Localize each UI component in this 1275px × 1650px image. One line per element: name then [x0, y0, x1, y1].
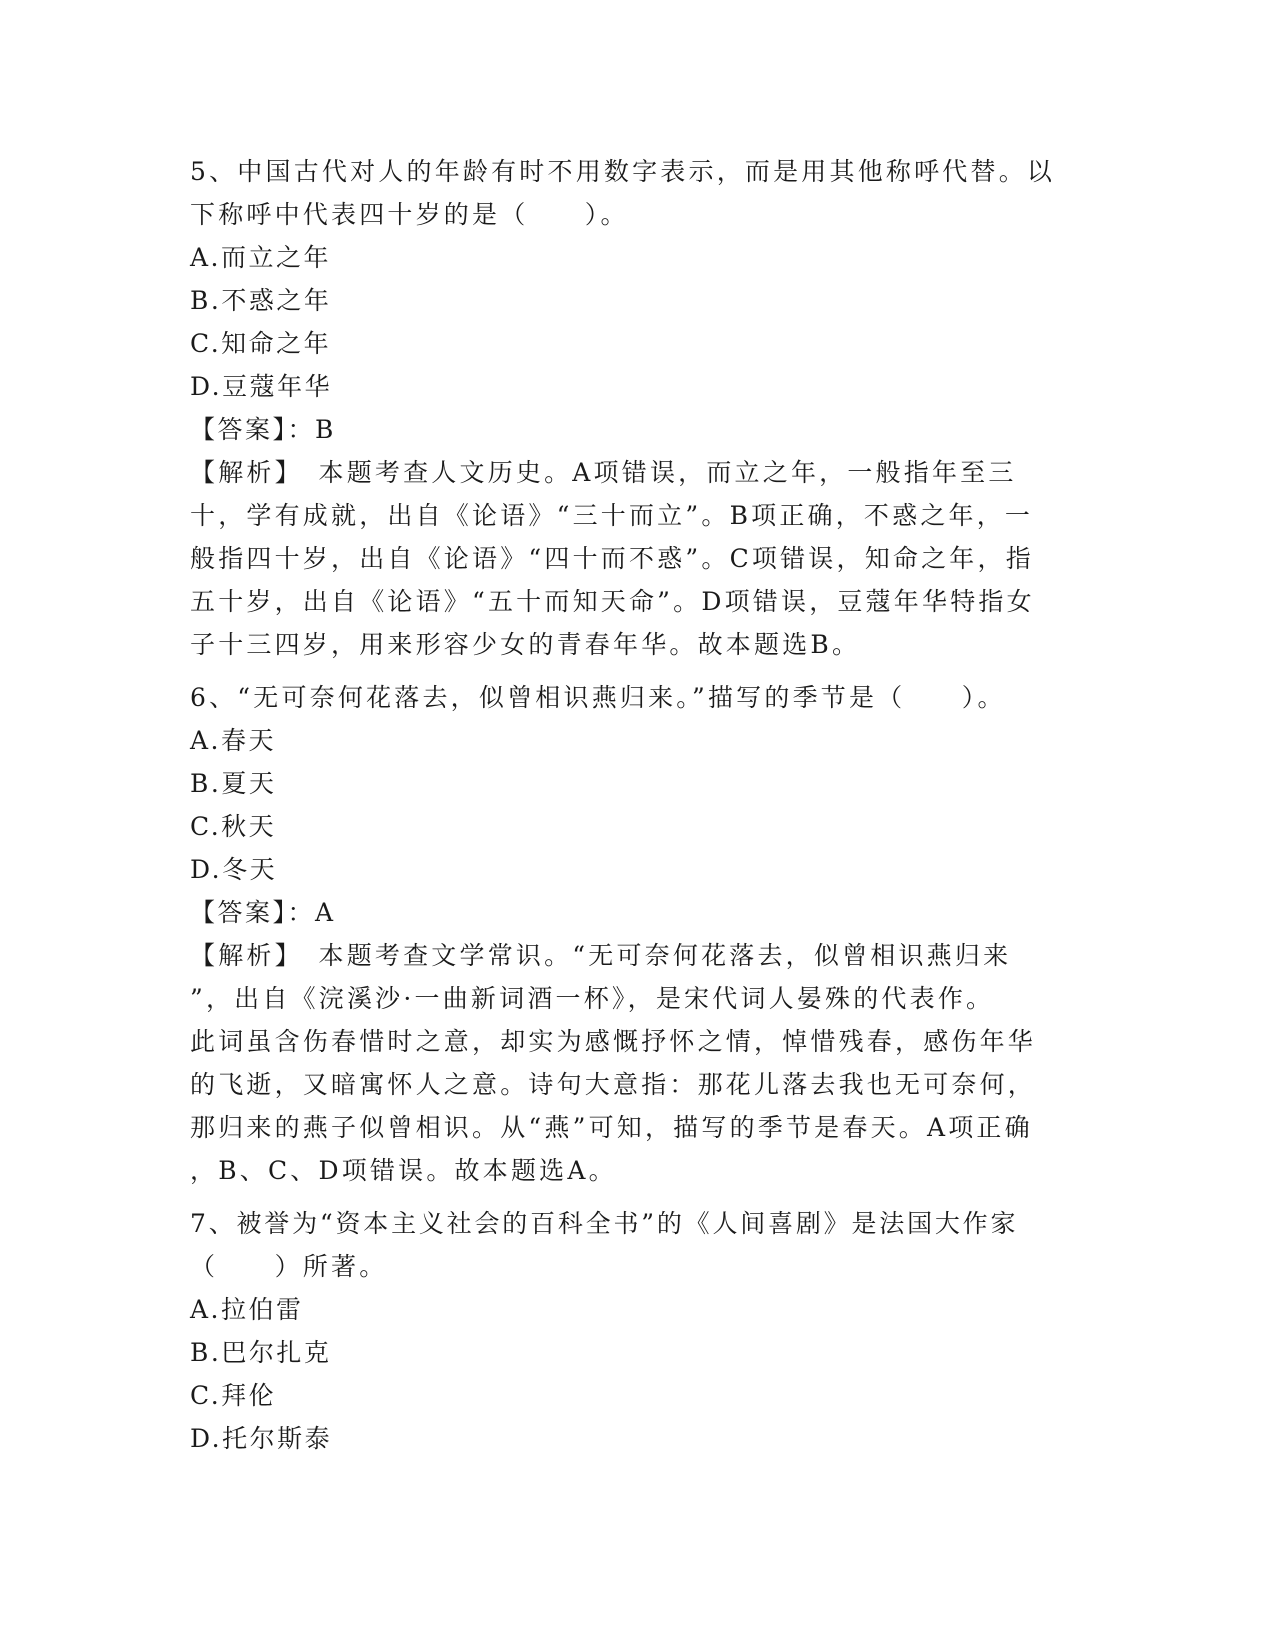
question-5 — [190, 150, 1090, 666]
option-d: D.冬天 — [190, 855, 278, 884]
analysis-line: 【解析】 本题考查文学常识。“无可奈何花落去，似曾相识燕归来 — [190, 941, 1012, 970]
option-a: A.拉伯雷 — [190, 1295, 304, 1324]
stem-line: 7、被誉为“资本主义社会的百科全书”的《人间喜剧》是法国大作家 — [190, 1209, 1019, 1238]
question-stem — [190, 1202, 1090, 1288]
analysis-line: ”，出自《浣溪沙·一曲新词酒一杯》，是宋代词人晏殊的代表作。 — [190, 984, 995, 1013]
question-stem — [190, 676, 1090, 719]
document-page — [190, 150, 1090, 1470]
analysis-line: 此词虽含伤春惜时之意，却实为感慨抒怀之情，悼惜残春，感伤年华 — [190, 1027, 1037, 1056]
option-c: C.拜伦 — [190, 1381, 277, 1410]
option-b: B.夏天 — [190, 769, 277, 798]
analysis-line: 般指四十岁，出自《论语》“四十而不惑”。C项错误，知命之年，指 — [190, 544, 1034, 573]
stem-line: 5、中国古代对人的年龄有时不用数字表示，而是用其他称呼代替。以 — [190, 157, 1056, 186]
analysis — [190, 451, 1090, 666]
stem-line: 下称呼中代表四十岁的是（ ）。 — [190, 200, 629, 229]
stem-line: 6、“无可奈何花落去，似曾相识燕归来。”描写的季节是（ ）。 — [190, 683, 1006, 712]
question-stem — [190, 150, 1090, 236]
analysis-line: 十，学有成就，出自《论语》“三十而立”。B项正确，不惑之年，一 — [190, 501, 1034, 530]
option-a: A.而立之年 — [190, 243, 332, 272]
option-b: B.不惑之年 — [190, 286, 332, 315]
analysis-line: 【解析】 本题考查人文历史。A项错误，而立之年，一般指年至三 — [190, 458, 1017, 487]
question-6 — [190, 676, 1090, 1192]
stem-line: （ ）所著。 — [190, 1252, 388, 1281]
option-a: A.春天 — [190, 726, 277, 755]
analysis-line: 那归来的燕子似曾相识。从“燕”可知，描写的季节是春天。A项正确 — [190, 1113, 1033, 1142]
option-d: D.托尔斯泰 — [190, 1424, 333, 1453]
option-b: B.巴尔扎克 — [190, 1338, 332, 1367]
option-d: D.豆蔻年华 — [190, 372, 333, 401]
analysis-line: 五十岁，出自《论语》“五十而知天命”。D项错误，豆蔻年华特指女 — [190, 587, 1035, 616]
answer: 【答案】：A — [190, 898, 336, 927]
analysis-line: 子十三四岁，用来形容少女的青春年华。故本题选B。 — [190, 630, 861, 659]
option-c: C.秋天 — [190, 812, 277, 841]
analysis-line: 的飞逝，又暗寓怀人之意。诗句大意指：那花儿落去我也无可奈何， — [190, 1070, 1037, 1099]
option-c: C.知命之年 — [190, 329, 332, 358]
analysis — [190, 934, 1090, 1192]
answer: 【答案】：B — [190, 415, 336, 444]
question-7 — [190, 1202, 1090, 1460]
analysis-line: ，B、C、D项错误。故本题选A。 — [190, 1156, 617, 1185]
